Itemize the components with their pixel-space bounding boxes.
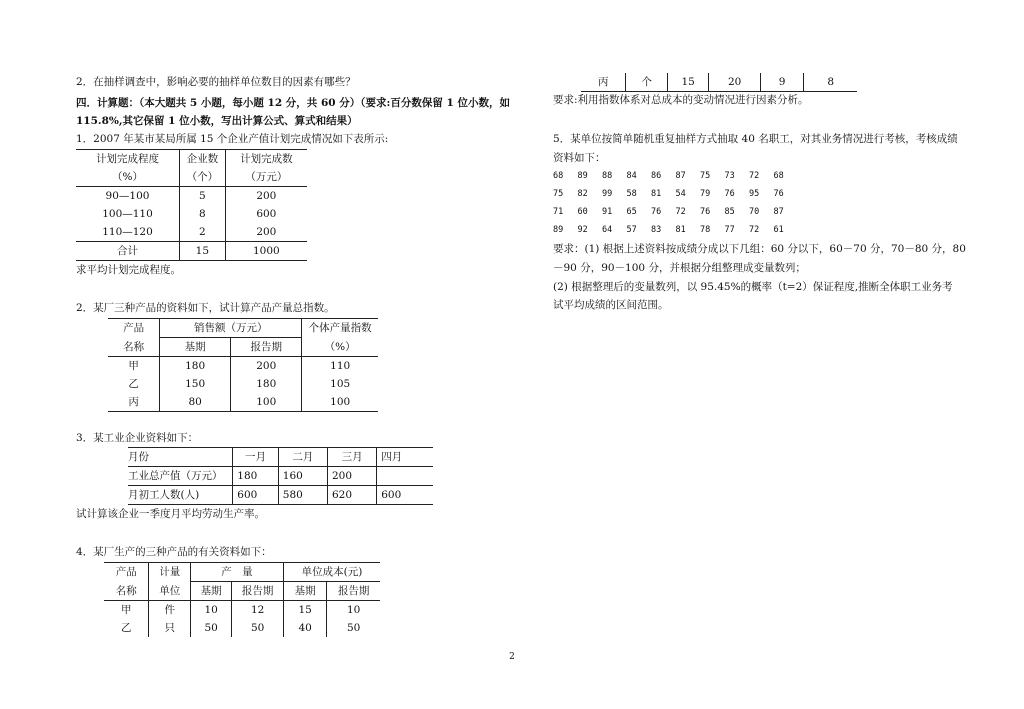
- page-number: 2: [509, 652, 515, 662]
- q2-header-base: 基期: [160, 338, 231, 357]
- score: 87: [773, 207, 784, 217]
- q4-table-continued: [581, 73, 857, 92]
- table-cell: 100—110: [76, 205, 180, 223]
- table-cell: 50: [190, 619, 231, 637]
- score: 87: [675, 171, 686, 181]
- table-row: [108, 357, 378, 376]
- score: 82: [577, 189, 588, 199]
- table-cell: 200: [256, 190, 277, 202]
- q3-ask: 试计算该企业一季度月平均劳动生产率。: [76, 508, 265, 520]
- table-cell: 1000: [252, 245, 280, 257]
- score: 75: [700, 171, 711, 181]
- q3-header-m2: 二月: [278, 448, 327, 467]
- q1-h1-col1: 计划完成程度: [76, 150, 180, 169]
- table-cell: 105: [330, 378, 351, 390]
- table-cell: 8: [827, 76, 835, 88]
- table-cell: 180: [160, 357, 231, 376]
- scores-row: [553, 221, 798, 239]
- table-cell: 2: [180, 223, 226, 242]
- q1-h2-col1: （%）: [76, 168, 180, 187]
- table-cell: 10: [347, 604, 361, 616]
- score: 76: [651, 207, 662, 217]
- q2-header-name: 名称: [108, 338, 160, 357]
- score: 81: [651, 189, 662, 199]
- q2-header-report: 报告期: [231, 338, 302, 357]
- q1-table: [76, 149, 307, 261]
- q4-header-name: 名称: [104, 582, 149, 601]
- score: 76: [700, 207, 711, 217]
- score: 77: [724, 225, 735, 235]
- table-cell: 合计: [76, 242, 180, 261]
- q4-header-qty-base: 基期: [190, 582, 231, 601]
- q5-requirement-2b: 试平均成绩的区间范围。: [553, 299, 669, 311]
- q4-header-cost-report: 报告期: [337, 585, 370, 597]
- table-cell: 200: [231, 357, 302, 376]
- score: 86: [651, 171, 662, 181]
- table-cell: 15: [283, 601, 326, 620]
- table-cell: 100: [330, 396, 351, 408]
- section4-header-line2: 115.8%,其它保留 1 位小数，写出计算公式、算式和结果）: [76, 115, 358, 127]
- score: 68: [553, 171, 564, 181]
- score: 72: [675, 207, 686, 217]
- q5-intro-line1: 5．某单位按简单随机重复抽样方式抽取 40 名职工，对其业务情况进行考核，考核成绩: [553, 133, 958, 145]
- table-cell: 10: [190, 601, 231, 620]
- table-cell: 180: [233, 467, 279, 486]
- score: 99: [602, 189, 613, 199]
- score: 72: [749, 225, 760, 235]
- q4-header-qty-report: 报告期: [232, 582, 284, 601]
- table-row: [76, 223, 307, 242]
- table-row: [108, 375, 378, 393]
- q2-header-product: 产品: [108, 319, 160, 338]
- q4-header-product: 产品: [104, 563, 149, 582]
- score: 60: [577, 207, 588, 217]
- table-cell: 只: [149, 619, 190, 637]
- table-row: [76, 205, 307, 223]
- table-row: [104, 601, 380, 620]
- score: 76: [773, 189, 784, 199]
- q4-table: [104, 562, 380, 637]
- score: 89: [577, 171, 588, 181]
- table-cell: 月初工人数(人): [128, 486, 233, 505]
- score: 71: [553, 207, 564, 217]
- table-cell: 丙: [108, 393, 160, 412]
- table-cell: 600: [233, 486, 279, 505]
- score: 85: [724, 207, 735, 217]
- table-cell: 100: [231, 393, 302, 412]
- table-cell: 200: [256, 226, 277, 238]
- table-cell: 8: [180, 205, 226, 223]
- table-cell: 9: [760, 73, 803, 92]
- table-cell: 丙: [581, 73, 626, 92]
- q4-header-cost-base: 基期: [283, 582, 326, 601]
- q4-header-qty: 产 量: [190, 563, 283, 582]
- q3-header-m1: 一月: [233, 448, 279, 467]
- q5-requirement-1a: 要求：(1) 根据上述资料按成绩分成以下几组：60 分以下，60－70 分，70－80 分，80: [553, 243, 966, 255]
- q2-header-index: 个体产量指数: [308, 322, 372, 335]
- table-cell: [377, 467, 433, 486]
- table-cell: 乙: [104, 619, 149, 637]
- score: 54: [675, 189, 686, 199]
- score: 64: [602, 225, 613, 235]
- table-cell: 90—100: [76, 187, 180, 206]
- table-cell: 620: [328, 486, 377, 505]
- score: 81: [675, 225, 686, 235]
- q3-intro: 3．某工业企业资料如下：: [76, 432, 199, 444]
- table-cell: 个: [626, 73, 667, 92]
- q1-h2-col3: （万元）: [245, 171, 288, 183]
- scores-grid: [553, 167, 798, 239]
- q2-essay-question: 2．在抽样调查中，影响必要的抽样单位数目的因素有哪些？: [76, 76, 356, 88]
- score: 84: [626, 171, 637, 181]
- q2-header-sales: 销售额（万元）: [160, 319, 302, 338]
- q4-header-unit: 计量: [149, 563, 190, 582]
- score: 92: [577, 225, 588, 235]
- score: 57: [626, 225, 637, 235]
- table-cell: 80: [160, 393, 231, 412]
- table-cell: 12: [232, 601, 284, 620]
- table-cell: 工业总产值（万元）: [128, 467, 233, 486]
- q2-header-pct: （%）: [324, 340, 356, 353]
- table-cell: 15: [180, 242, 226, 261]
- table-row: [128, 486, 433, 505]
- table-cell: 件: [149, 601, 190, 620]
- table-cell: 5: [180, 187, 226, 206]
- scores-row: [553, 167, 798, 185]
- score: 83: [651, 225, 662, 235]
- q4-header-unit2: 单位: [149, 582, 190, 601]
- q4-header-cost: 单位成本(元): [283, 563, 380, 582]
- score: 78: [700, 225, 711, 235]
- table-cell: 180: [231, 375, 302, 393]
- table-cell: 160: [278, 467, 327, 486]
- q2-intro: 2．某厂三种产品的资料如下，试计算产品产量总指数。: [76, 302, 335, 314]
- table-row: [76, 187, 307, 206]
- table-row: [581, 73, 857, 92]
- score: 61: [773, 225, 784, 235]
- table-cell: 50: [232, 619, 284, 637]
- q5-requirement-1b: －90 分，90－100 分，并根据分组整理成变量数列；: [553, 262, 806, 274]
- q1-ask: 求平均计划完成程度。: [76, 264, 181, 276]
- scores-row: [553, 185, 798, 203]
- score: 65: [626, 207, 637, 217]
- score: 76: [724, 189, 735, 199]
- section4-header-line1: 四．计算题：（本大题共 5 小题，每小题 12 分，共 60 分）（要求:百分数保留 1 位小数，如: [76, 97, 510, 109]
- q3-header-m3: 三月: [328, 448, 377, 467]
- score: 79: [700, 189, 711, 199]
- table-cell: 40: [283, 619, 326, 637]
- score: 95: [749, 189, 760, 199]
- table-cell: 15: [667, 73, 708, 92]
- table-cell: 200: [328, 467, 377, 486]
- q5-requirement-2a: (2) 根据整理后的变量数列，以 95.45%的概率（t=2）保证程度,推断全体职工业务考: [553, 281, 953, 293]
- table-cell: 150: [160, 375, 231, 393]
- score: 75: [553, 189, 564, 199]
- table-cell: 600: [256, 208, 277, 220]
- table-cell: 110—120: [76, 223, 180, 242]
- q1-intro: 1．2007 年某市某局所属 15 个企业产值计划完成情况如下表所示:: [76, 133, 389, 145]
- q1-h2-col2: （个）: [180, 168, 226, 187]
- table-cell: 110: [330, 360, 351, 372]
- table-cell: 甲: [108, 357, 160, 376]
- table-cell: 乙: [108, 375, 160, 393]
- q2-table: [108, 318, 378, 412]
- table-cell: 580: [278, 486, 327, 505]
- q3-header-month: 月份: [128, 448, 233, 467]
- q4-intro: 4．某厂生产的三种产品的有关资料如下：: [76, 546, 272, 558]
- q3-header-m4: 四月: [381, 451, 403, 463]
- score: 68: [773, 171, 784, 181]
- score: 88: [602, 171, 613, 181]
- q1-h1-col2: 企业数: [180, 150, 226, 169]
- table-row: [108, 393, 378, 412]
- table-cell: 600: [381, 489, 402, 501]
- table-cell: 50: [347, 622, 361, 634]
- score: 73: [724, 171, 735, 181]
- q3-table: [128, 447, 433, 505]
- table-row-total: [76, 242, 307, 261]
- q5-intro-line2: 资料如下：: [553, 152, 606, 164]
- scores-row: [553, 203, 798, 221]
- q1-h1-col3: 计划完成数: [240, 153, 293, 165]
- score: 58: [626, 189, 637, 199]
- score: 89: [553, 225, 564, 235]
- score: 91: [602, 207, 613, 217]
- q4-ask: 要求:利用指数体系对总成本的变动情况进行因素分析。: [553, 94, 809, 106]
- table-cell: 20: [709, 73, 761, 92]
- score: 70: [749, 207, 760, 217]
- table-cell: 甲: [104, 601, 149, 620]
- table-row: [128, 467, 433, 486]
- score: 72: [749, 171, 760, 181]
- table-row: [104, 619, 380, 637]
